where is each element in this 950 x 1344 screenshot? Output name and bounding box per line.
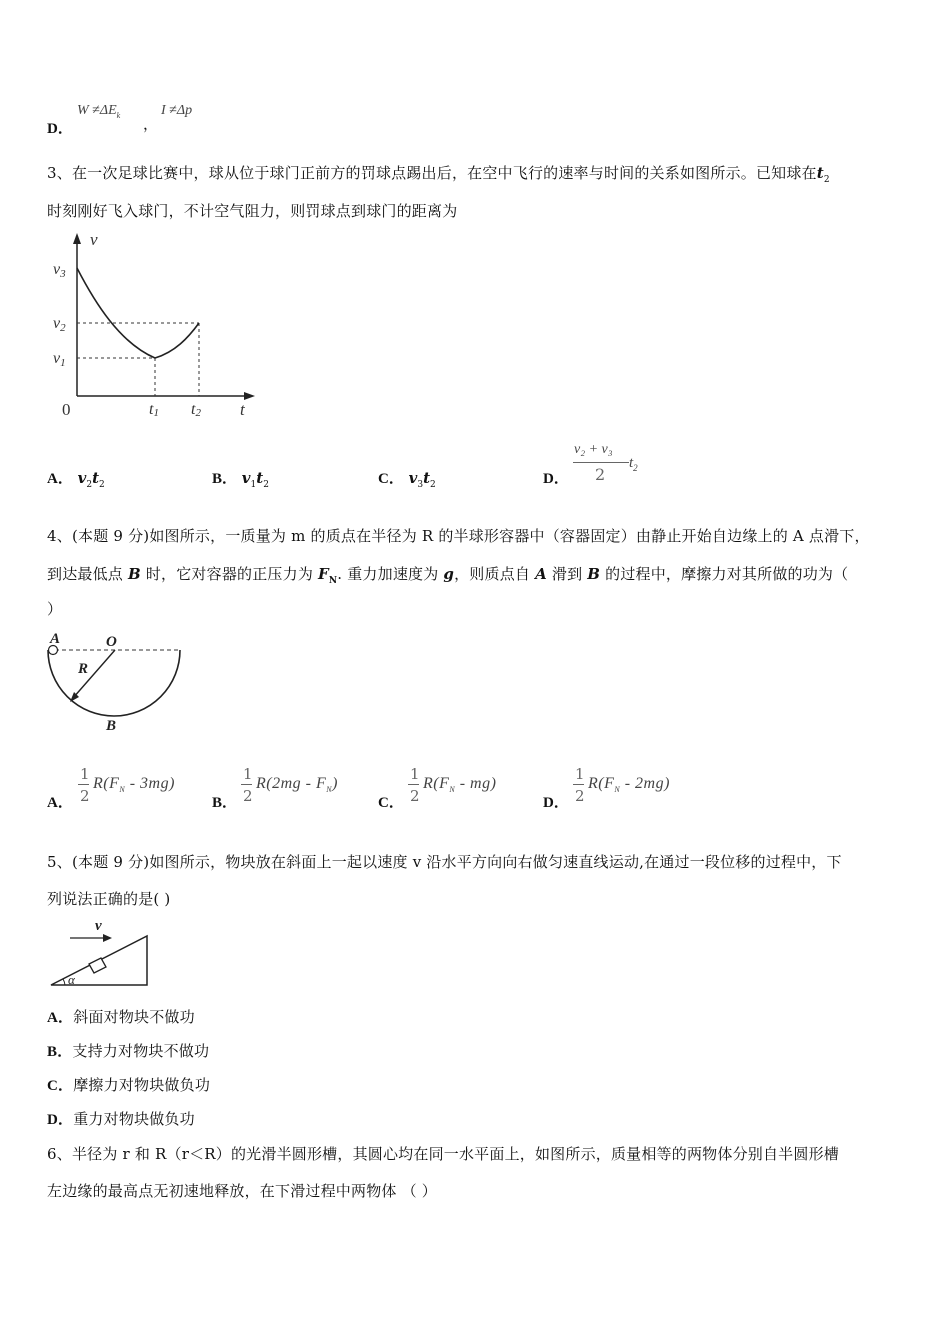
label-o: O: [106, 634, 117, 650]
fraction-tail: $t_2$: [629, 455, 638, 473]
q5-option-a[interactable]: A．斜面对物块不做功: [47, 1008, 195, 1026]
q5-option-d[interactable]: D．重力对物块做负功: [47, 1110, 195, 1128]
fraction-bar: [408, 784, 419, 785]
block: [89, 958, 106, 973]
fraction-bar: [573, 784, 584, 785]
q4-text-line1: 4、(本题 9 分)如图所示，一质量为 m 的质点在半径为 R 的半球形容器中（容器固定）由静止开始自边缘上的 A 点滑下，: [47, 527, 870, 545]
fraction-denominator: 2: [410, 787, 420, 805]
bowl-arc: [48, 650, 180, 716]
q3-text-line2: 时刻刚好飞入球门，不计空气阻力，则罚球点到球门的距离为: [47, 202, 458, 220]
q3-option-b[interactable]: B． $v_1t_2$: [212, 469, 269, 490]
velocity-label: v: [95, 918, 102, 934]
angle-arc: [63, 979, 65, 985]
fraction-denominator: 2: [80, 787, 90, 805]
separator: ，: [143, 115, 159, 133]
t2-label: t2: [191, 401, 201, 419]
q3-text-line1: 3、在一次足球比赛中，球从位于球门正前方的罚球点踢出后，在空中飞行的速率与时间的关系如图所示。已知球在$t_2$: [47, 164, 830, 185]
label-b: B: [106, 718, 117, 734]
q4-option-b[interactable]: B． 1 2 $R(2mg - F_N)$: [212, 765, 338, 811]
speed-curve: [77, 268, 199, 358]
v2-label: v2: [53, 315, 66, 334]
fraction-denominator: 2: [243, 787, 253, 805]
q6-text-line2: 左边缘的最高点无初速地释放，在下滑过程中两物体 （ ）: [47, 1182, 437, 1200]
fraction-numerator: 1: [575, 765, 585, 783]
v3-label: v3: [53, 261, 66, 280]
q5-option-b[interactable]: B．支持力对物块不做功: [47, 1042, 210, 1060]
q4-option-d[interactable]: D． 1 2 $R(F_N - 2mg)$: [543, 765, 670, 811]
y-axis-label: v: [90, 230, 98, 249]
q5-incline-figure: [45, 912, 155, 990]
work-expression: $R(2mg - F_N)$: [256, 775, 338, 795]
q4-hemisphere-figure: [40, 628, 190, 736]
work-expression: $R(F_N - 2mg)$: [588, 775, 670, 795]
fraction-numerator: v₂ + v₃: [574, 442, 613, 457]
origin-label: 0: [62, 400, 71, 419]
alpha-label: α: [68, 972, 75, 987]
q6-text-line1: 6、半径为 r 和 R（r＜R）的光滑半圆形槽，其圆心均在同一水平面上，如图所示，质量相等的两物体分别自半圆形槽: [47, 1145, 839, 1163]
q4-text-line2: 到达最低点 B 时，它对容器的正压力为 $F_N$. 重力加速度为 g，则质点自 A 滑到 B 的过程中，摩擦力对其所做的功为（: [47, 565, 849, 586]
q5-text-line1: 5、(本题 9 分)如图所示，物块放在斜面上一起以速度 v 沿水平方向向右做匀速直线运动,在通过一段位移的过程中，下: [47, 853, 842, 871]
q3-option-d[interactable]: D． v₂ + v₃ 2 $t_2$: [543, 442, 638, 487]
x-axis-label: t: [240, 400, 245, 419]
v1-label: v1: [53, 350, 66, 369]
prev-option-d: [47, 103, 297, 137]
fraction-numerator: 1: [243, 765, 253, 783]
fraction-bar: [241, 784, 252, 785]
velocity-arrowhead: [103, 934, 112, 942]
t1-label: t1: [149, 401, 159, 419]
label-r: R: [78, 661, 89, 677]
fraction-denominator: 2: [575, 787, 585, 805]
x-axis-arrow: [244, 392, 255, 400]
fraction-bar: [573, 462, 629, 463]
q5-option-c[interactable]: C．摩擦力对物块做负功: [47, 1076, 211, 1094]
option-letter: D．: [47, 121, 73, 137]
work-expression: $R(F_N - 3mg)$: [93, 775, 175, 795]
q3-velocity-time-graph: [50, 228, 260, 423]
label-a: A: [50, 631, 61, 647]
formula-work-energy: $W \ne\Delta E_k$: [77, 103, 121, 120]
fraction-numerator: 1: [80, 765, 90, 783]
y-axis-arrow: [73, 233, 81, 244]
work-expression: $R(F_N - mg)$: [423, 775, 497, 795]
q4-option-c[interactable]: C． 1 2 $R(F_N - mg)$: [378, 765, 497, 811]
q3-option-c[interactable]: C． $v_3t_2$: [378, 469, 436, 490]
q3-option-a[interactable]: A． $v_2t_2$: [47, 469, 105, 490]
fraction-bar: [78, 784, 89, 785]
formula-impulse-momentum: I ≠Δp: [161, 103, 193, 118]
fraction-numerator: 1: [410, 765, 420, 783]
q5-text-line2: 列说法正确的是( ): [47, 890, 171, 908]
q4-text-line3: ）: [47, 600, 63, 618]
q4-option-a[interactable]: A． 1 2 $R(F_N - 3mg)$: [47, 765, 175, 811]
fraction-denominator: 2: [595, 465, 606, 484]
